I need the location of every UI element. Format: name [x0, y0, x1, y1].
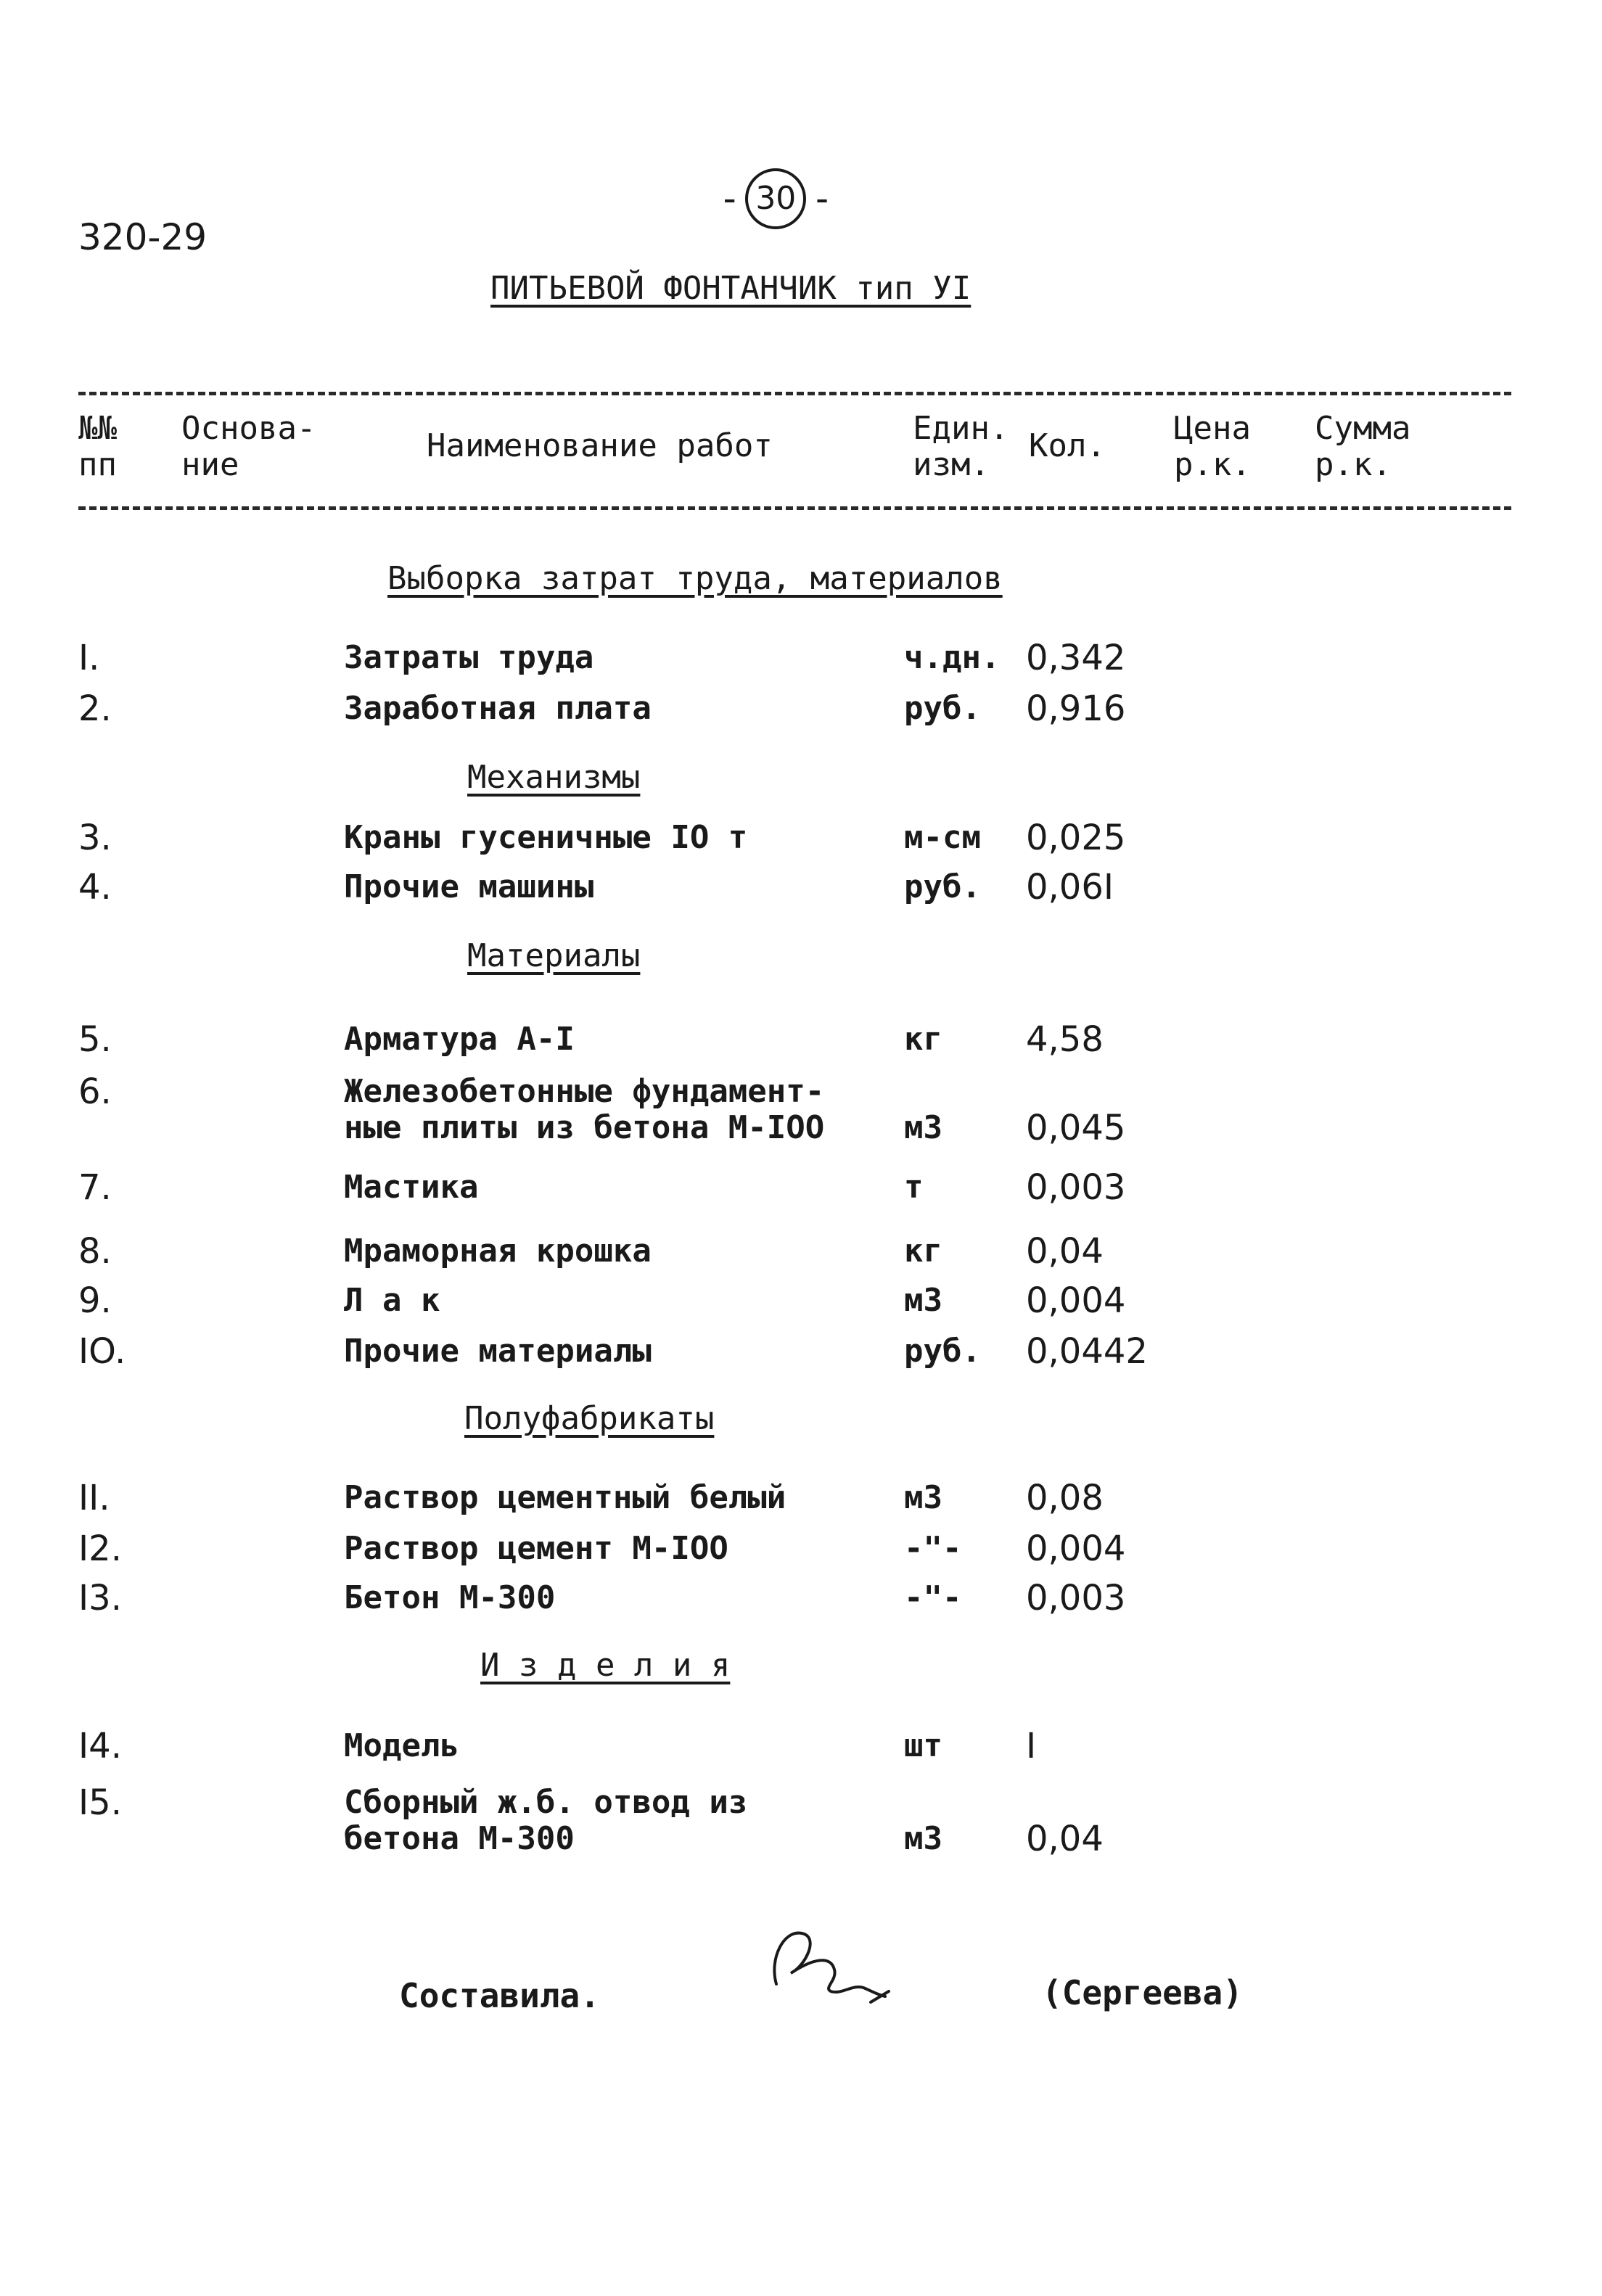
- row-name-line: ные плиты из бетона М-IOO: [344, 1109, 825, 1146]
- row-name: [344, 640, 593, 676]
- row-unit: -"-: [904, 1530, 962, 1567]
- row-name-line: Арматура А-I: [344, 1021, 575, 1058]
- header-top-rule: [78, 392, 1511, 395]
- row-name: [344, 1531, 728, 1567]
- row-name: [344, 1580, 555, 1616]
- section-title: Выборка затрат труда, материалов: [387, 560, 1003, 597]
- row-number: I2.: [78, 1528, 122, 1569]
- row-name: [344, 1728, 459, 1764]
- row-name-line: Сборный ж.б. отвод из: [344, 1784, 748, 1821]
- header-basis-line2: ние: [181, 446, 239, 483]
- header-name: Наименование работ: [427, 427, 773, 464]
- row-name-line: Л а к: [344, 1282, 440, 1319]
- composer-name: (Сергеева): [1042, 1973, 1243, 2012]
- row-number: 2.: [78, 688, 112, 729]
- row-name-line: Мастика: [344, 1169, 479, 1206]
- header-num-line1: №№: [78, 410, 117, 447]
- section-title: Материалы: [467, 937, 641, 974]
- row-qty: 0,003: [1026, 1167, 1126, 1208]
- row-name: [344, 1233, 652, 1270]
- row-unit: т: [904, 1169, 924, 1206]
- header-unit-line1: Един.: [913, 410, 1009, 447]
- row-name-line: Мраморная крошка: [344, 1233, 652, 1270]
- row-unit: кг: [904, 1233, 942, 1270]
- row-number: II.: [78, 1478, 110, 1518]
- row-unit: шт: [904, 1727, 942, 1764]
- row-name: [344, 1333, 652, 1370]
- header-sum-line2: р.к.: [1315, 446, 1392, 483]
- section-title: Механизмы: [467, 759, 641, 796]
- row-name: [344, 1169, 478, 1206]
- row-name: [344, 1021, 575, 1058]
- row-number: 9.: [78, 1280, 112, 1321]
- row-number: 3.: [78, 818, 112, 858]
- header-unit: [913, 411, 1009, 483]
- signature-mark: [762, 1915, 907, 2009]
- row-qty: 4,58: [1026, 1019, 1104, 1060]
- header-unit-line2: изм.: [913, 446, 990, 483]
- row-number: IO.: [78, 1331, 126, 1372]
- page-number: - 30 -: [718, 168, 834, 229]
- row-qty: 0,004: [1026, 1528, 1126, 1569]
- header-price: [1174, 411, 1251, 483]
- row-qty: I: [1026, 1726, 1037, 1766]
- row-number: I3.: [78, 1578, 122, 1618]
- header-bottom-rule: [78, 506, 1511, 510]
- row-number: 8.: [78, 1231, 112, 1272]
- header-basis: [181, 411, 316, 483]
- header-price-line2: р.к.: [1174, 446, 1251, 483]
- section-title: Полуфабрикаты: [464, 1400, 715, 1437]
- composer-label: Составила.: [399, 1976, 600, 2015]
- row-unit: м3: [904, 1479, 942, 1516]
- header-sum: [1315, 411, 1410, 483]
- row-qty: 0,004: [1026, 1280, 1126, 1321]
- row-unit: руб.: [904, 868, 981, 905]
- row-name-line: Раствор цемент М-IOO: [344, 1530, 728, 1567]
- row-name: [344, 691, 652, 727]
- row-qty: 0,342: [1026, 638, 1126, 678]
- row-unit: руб.: [904, 690, 981, 727]
- row-name: [344, 1283, 440, 1319]
- row-name-line: Прочие материалы: [344, 1333, 652, 1370]
- header-basis-line1: Основа-: [181, 410, 316, 447]
- header-qty: Кол.: [1029, 427, 1106, 464]
- row-name-line: Краны гусеничные IO т: [344, 819, 748, 856]
- row-unit: м3: [904, 1282, 942, 1319]
- row-qty: 0,04: [1026, 1231, 1104, 1272]
- row-name: [344, 1480, 786, 1516]
- doc-code: 320-29: [78, 216, 208, 258]
- row-qty: 0,025: [1026, 818, 1126, 858]
- row-name-line: Модель: [344, 1727, 459, 1764]
- row-number: 4.: [78, 867, 112, 908]
- row-unit: м-см: [904, 819, 981, 856]
- row-unit: ч.дн.: [904, 639, 1001, 676]
- row-unit: м3: [904, 1820, 942, 1857]
- row-number: I.: [78, 638, 100, 678]
- row-name: [344, 1785, 747, 1857]
- document-title: ПИТЬЕВОЙ ФОНТАНЧИК тип УI: [490, 270, 972, 307]
- row-number: 7.: [78, 1167, 112, 1208]
- row-name: [344, 820, 747, 856]
- row-qty: 0,06I: [1026, 867, 1114, 908]
- row-qty: 0,04: [1026, 1819, 1104, 1859]
- row-name-line: Затраты труда: [344, 639, 594, 676]
- row-qty: 0,08: [1026, 1478, 1104, 1518]
- row-number: I5.: [78, 1782, 122, 1823]
- row-unit: руб.: [904, 1333, 981, 1370]
- section-title: И з д е л и я: [480, 1647, 731, 1684]
- row-unit: м3: [904, 1109, 942, 1146]
- row-unit: -"-: [904, 1579, 962, 1616]
- row-number: 5.: [78, 1019, 112, 1060]
- header-price-line1: Цена: [1174, 410, 1251, 447]
- row-qty: 0,916: [1026, 688, 1126, 729]
- row-name-line: Прочие машины: [344, 868, 594, 905]
- row-name: [344, 869, 593, 905]
- header-sum-line1: Сумма: [1315, 410, 1411, 447]
- row-name-line: Бетон М-300: [344, 1579, 556, 1616]
- row-number: 6.: [78, 1071, 112, 1112]
- row-name: [344, 1074, 824, 1146]
- row-qty: 0,045: [1026, 1108, 1126, 1148]
- row-name-line: бетона М-300: [344, 1820, 575, 1857]
- row-unit: кг: [904, 1021, 942, 1058]
- row-name-line: Раствор цементный белый: [344, 1479, 786, 1516]
- row-name-line: Железобетонные фундамент-: [344, 1073, 825, 1110]
- row-name-line: Заработная плата: [344, 690, 652, 727]
- row-number: I4.: [78, 1726, 122, 1766]
- header-num-line2: пп: [78, 446, 117, 483]
- page-number-value: 30: [745, 168, 806, 229]
- row-qty: 0,003: [1026, 1578, 1126, 1618]
- header-num: [78, 411, 117, 483]
- row-qty: 0,0442: [1026, 1331, 1148, 1372]
